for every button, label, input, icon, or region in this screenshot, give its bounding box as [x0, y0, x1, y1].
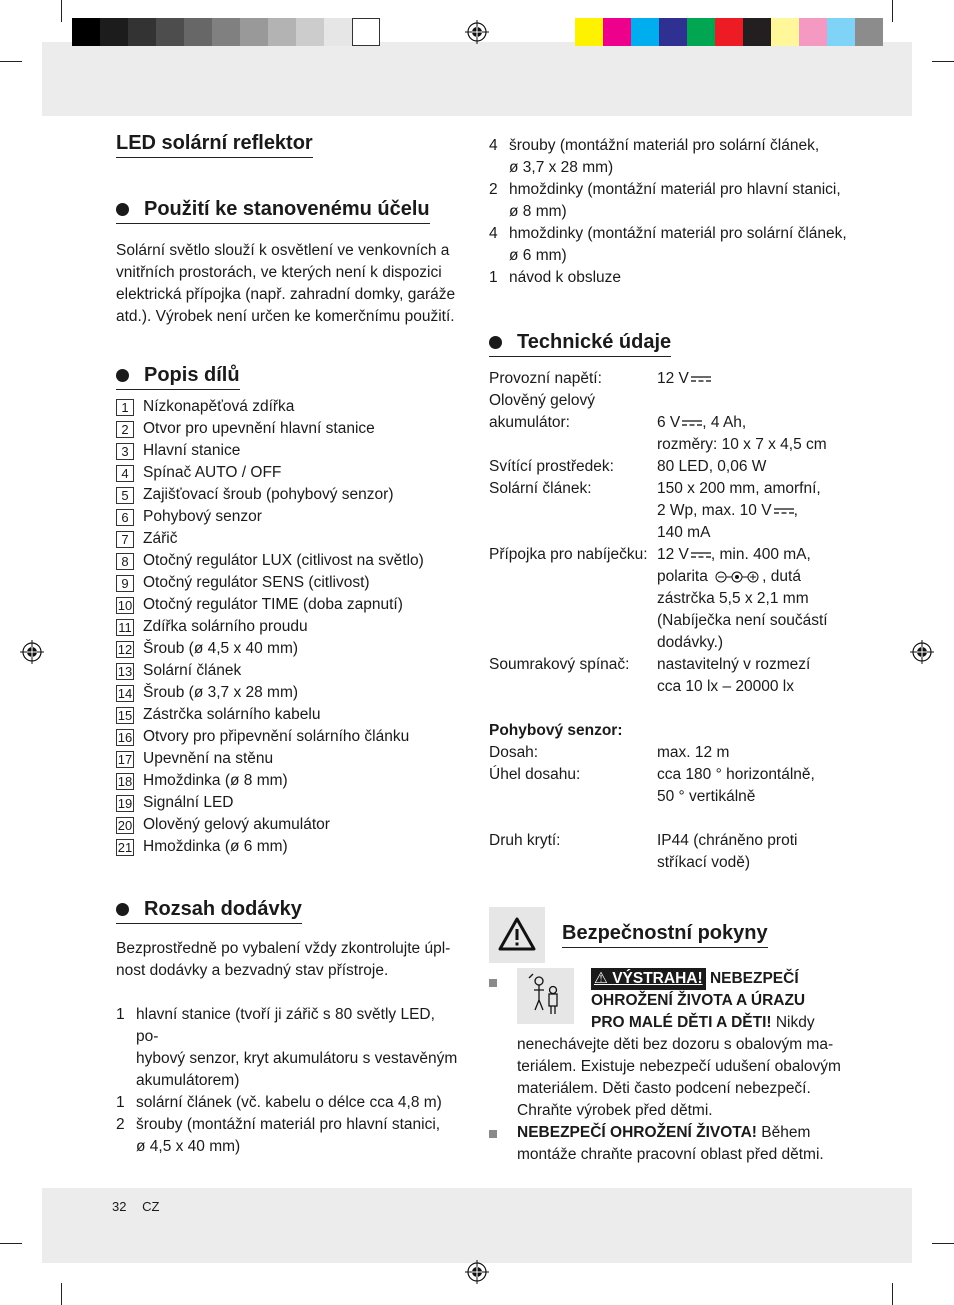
color-swatch	[296, 18, 324, 46]
parts-list-item	[116, 506, 461, 528]
section-heading-technical: Technické údaje	[489, 329, 671, 357]
part-label: Hmoždinka (ø 8 mm)	[143, 772, 288, 789]
section-heading-parts: Popis dílů	[116, 362, 240, 390]
color-swatch	[687, 18, 715, 46]
crop-mark	[892, 1283, 893, 1305]
part-label: Otvor pro upevnění hlavní stanice	[143, 420, 375, 437]
crop-mark	[932, 61, 954, 62]
page-footer	[112, 1198, 159, 1216]
list-bullet	[489, 979, 497, 987]
delivery-text: akumulátorem)	[136, 1072, 240, 1089]
color-swatch	[715, 18, 743, 46]
section-heading-safety: Bezpečnostní pokyny	[562, 920, 768, 948]
part-label: Otočný regulátor SENS (citlivost)	[143, 574, 370, 591]
delivery-item	[489, 135, 849, 179]
crop-mark	[892, 0, 893, 22]
color-swatch	[324, 18, 352, 46]
parts-list-item	[116, 572, 461, 594]
dc-symbol-icon	[691, 551, 711, 559]
registration-mark-icon	[910, 640, 934, 664]
part-number: 6	[116, 509, 134, 526]
color-swatch	[771, 18, 799, 46]
parts-list-item	[116, 594, 461, 616]
part-number: 4	[116, 465, 134, 482]
part-label: Pohybový senzor	[143, 508, 262, 525]
parts-list-item	[116, 682, 461, 704]
part-number: 8	[116, 553, 134, 570]
delivery-quantity: 1	[116, 1094, 125, 1111]
color-swatch	[72, 18, 100, 46]
warning-paragraph: ⚠ VÝSTRAHA! NEBEZPEČÍ OHROŽENÍ ŽIVOTA A ÚRAZU PRO MALÉ DĚTI A DĚTI! Nikdy nenechávejte děti bez dozoru s obalovým ma- teriálem. Existuje nebezpečí udušení obalovým materiálem. Děti často podcení nebezpečí. Chraňte výrobek před dětmi.	[517, 970, 841, 1119]
part-label: Hlavní stanice	[143, 442, 241, 459]
color-swatch	[100, 18, 128, 46]
part-label: Šroub (ø 3,7 x 28 mm)	[143, 684, 299, 701]
parts-list-item	[116, 792, 461, 814]
part-label: Zdířka solárního proudu	[143, 618, 308, 635]
color-swatch	[575, 18, 603, 46]
crop-mark	[61, 1283, 62, 1305]
page-number: 32	[112, 1199, 127, 1214]
color-swatch	[855, 18, 883, 46]
part-number: 14	[117, 685, 133, 701]
color-swatch	[659, 18, 687, 46]
registration-mark-icon	[20, 640, 44, 664]
delivery-item	[489, 267, 849, 289]
delivery-list-continued	[489, 135, 849, 289]
part-number: 19	[117, 795, 133, 811]
color-swatch	[743, 18, 771, 46]
part-number: 21	[117, 839, 133, 855]
parts-list-item	[116, 616, 461, 638]
part-label: Solární článek	[143, 662, 242, 679]
delivery-text: ø 4,5 x 40 mm)	[136, 1138, 241, 1155]
part-label: Hmoždinka (ø 6 mm)	[143, 838, 288, 855]
delivery-item	[116, 1004, 461, 1092]
color-swatch	[184, 18, 212, 46]
dc-symbol-icon	[691, 375, 711, 383]
color-swatch	[268, 18, 296, 46]
part-number: 18	[117, 773, 133, 789]
part-number: 17	[117, 751, 133, 767]
delivery-intro: Bezprostředně po vybalení vždy zkontrolujte úpl- nost dodávky a bezvadný stav přístroje.	[116, 940, 451, 979]
delivery-quantity: 1	[489, 269, 498, 286]
delivery-item	[489, 179, 849, 223]
delivery-text: solární článek (vč. kabelu o délce cca 4,8 m)	[136, 1094, 442, 1111]
parts-list-item	[116, 550, 461, 572]
part-label: Upevnění na stěnu	[143, 750, 274, 767]
delivery-text: návod k obsluze	[509, 269, 622, 286]
parts-list-item	[116, 726, 461, 748]
parts-list-item	[116, 770, 461, 792]
usage-paragraph: Solární světlo slouží k osvětlení ve venkovních a vnitřních prostorách, ve kterých není k dispozici elektrická přípojka (např. zahradní domky, garáže atd.). Výrobek není určen ke komerčnímu použití.	[116, 242, 456, 325]
warning-triangle-box	[489, 907, 545, 963]
delivery-text: hmoždinky (montážní materiál pro solární článek,	[509, 225, 847, 242]
color-swatch	[156, 18, 184, 46]
part-label: Otvory pro připevnění solárního článku	[143, 728, 410, 745]
delivery-text: hlavní stanice (tvoří ji zářič s 80 světly LED, po-	[136, 1006, 435, 1045]
parts-list-item	[116, 484, 461, 506]
color-swatch	[128, 18, 156, 46]
color-swatch	[240, 18, 268, 46]
parts-list-item	[116, 462, 461, 484]
part-number: 11	[116, 619, 134, 636]
delivery-quantity: 1	[116, 1006, 125, 1023]
part-label: Nízkonapěťová zdířka	[143, 398, 295, 415]
registration-mark-icon	[465, 20, 489, 44]
delivery-quantity: 2	[489, 181, 498, 198]
technical-data: Provozní napětí: 12 V Olověný gelový akumulátor: 6 V , 4 Ah, rozměry: 10 x 7 x 4,5 cm Svítící prostředek: 80 LED, 0,06 W Solární článek: 150 x 200 mm, amorfní, 2 Wp, max. 10 V , 140 mA Přípojka pro nabíječku: 12 V , min. 400 mA, polarita , dutá zástrčka 5,5 x 2,1 mm (Nabíječka není součástí dodávky.) Soumrakový spínač: nastavitelný v rozmezí cca 10 lx – 20000 lx Pohybový senzor: Dosah: max. 12 m Úhel dosahu: cca 180 ° horizontálně, 50 ° vertikálně Druh krytí: IP44 (chráněno proti stříkací vodě)	[489, 368, 849, 874]
part-number: 3	[116, 443, 134, 460]
part-number: 10	[117, 597, 133, 613]
color-swatch	[631, 18, 659, 46]
crop-mark	[61, 0, 62, 22]
part-number: 20	[117, 817, 133, 833]
parts-list-item	[116, 836, 461, 858]
delivery-text: šrouby (montážní materiál pro hlavní stanici,	[136, 1116, 441, 1133]
color-swatch	[603, 18, 631, 46]
color-swatch	[212, 18, 240, 46]
delivery-item	[116, 1092, 461, 1114]
polarity-symbol-icon	[713, 570, 761, 584]
color-swatch	[827, 18, 855, 46]
delivery-text: šrouby (montážní materiál pro solární článek,	[509, 137, 820, 154]
crop-mark	[0, 1243, 22, 1244]
part-label: Olověný gelový akumulátor	[143, 816, 330, 833]
document-title: LED solární reflektor	[116, 130, 313, 158]
delivery-list	[116, 1004, 461, 1158]
parts-list-item	[116, 748, 461, 770]
warning-label: ⚠ VÝSTRAHA!	[591, 968, 706, 990]
warning-triangle-icon	[489, 907, 545, 963]
section-heading-delivery: Rozsah dodávky	[116, 896, 302, 924]
language-code: CZ	[142, 1199, 160, 1214]
list-bullet	[489, 1130, 497, 1138]
delivery-item	[489, 223, 849, 267]
part-label: Zástrčka solárního kabelu	[143, 706, 321, 723]
part-number: 13	[117, 663, 133, 679]
part-number: 9	[116, 575, 134, 592]
part-number: 16	[117, 729, 133, 745]
part-label: Zářič	[143, 530, 178, 547]
left-column	[116, 130, 461, 1158]
part-label: Otočný regulátor LUX (citlivost na světlo)	[143, 552, 424, 569]
delivery-text: ø 8 mm)	[509, 203, 567, 220]
part-label: Spínač AUTO / OFF	[143, 464, 282, 481]
delivery-text: hmoždinky (montážní materiál pro hlavní stanici,	[509, 181, 841, 198]
crop-mark	[0, 61, 22, 62]
delivery-text: ø 6 mm)	[509, 247, 567, 264]
delivery-quantity: 4	[489, 137, 498, 154]
part-label: Signální LED	[143, 794, 234, 811]
crop-mark	[932, 1243, 954, 1244]
danger-paragraph: NEBEZPEČÍ OHROŽENÍ ŽIVOTA! Během montáže chraňte pracovní oblast před dětmi.	[517, 1124, 824, 1163]
part-number: 5	[116, 487, 134, 504]
part-number: 1	[116, 399, 134, 416]
parts-list-item	[116, 396, 461, 418]
right-column	[489, 135, 849, 874]
delivery-quantity: 4	[489, 225, 498, 242]
part-label: Otočný regulátor TIME (doba zapnutí)	[143, 596, 403, 613]
delivery-quantity: 2	[116, 1116, 125, 1133]
part-number: 7	[116, 531, 134, 548]
registration-mark-icon	[465, 1260, 489, 1284]
footer-band	[42, 1188, 912, 1263]
delivery-text: ø 3,7 x 28 mm)	[509, 159, 614, 176]
parts-list-item	[116, 814, 461, 836]
parts-list-item	[116, 660, 461, 682]
part-number: 2	[116, 421, 134, 438]
part-label: Šroub (ø 4,5 x 40 mm)	[143, 640, 299, 657]
delivery-text: hybový senzor, kryt akumulátoru s vestavěným	[136, 1050, 458, 1067]
dc-symbol-icon	[682, 419, 702, 427]
parts-list-item	[116, 704, 461, 726]
parts-list	[116, 396, 461, 858]
motion-sensor-heading: Pohybový senzor:	[489, 722, 623, 739]
parts-list-item	[116, 528, 461, 550]
part-number: 15	[117, 707, 133, 723]
dc-symbol-icon	[774, 507, 794, 515]
part-number: 12	[117, 641, 133, 657]
header-band	[42, 42, 912, 116]
delivery-item	[116, 1114, 461, 1158]
parts-list-item	[116, 638, 461, 660]
color-swatch	[352, 18, 380, 46]
section-heading-usage: Použití ke stanovenému účelu	[116, 196, 430, 224]
part-label: Zajišťovací šroub (pohybový senzor)	[143, 486, 394, 503]
parts-list-item	[116, 440, 461, 462]
color-swatch	[799, 18, 827, 46]
parts-list-item	[116, 418, 461, 440]
